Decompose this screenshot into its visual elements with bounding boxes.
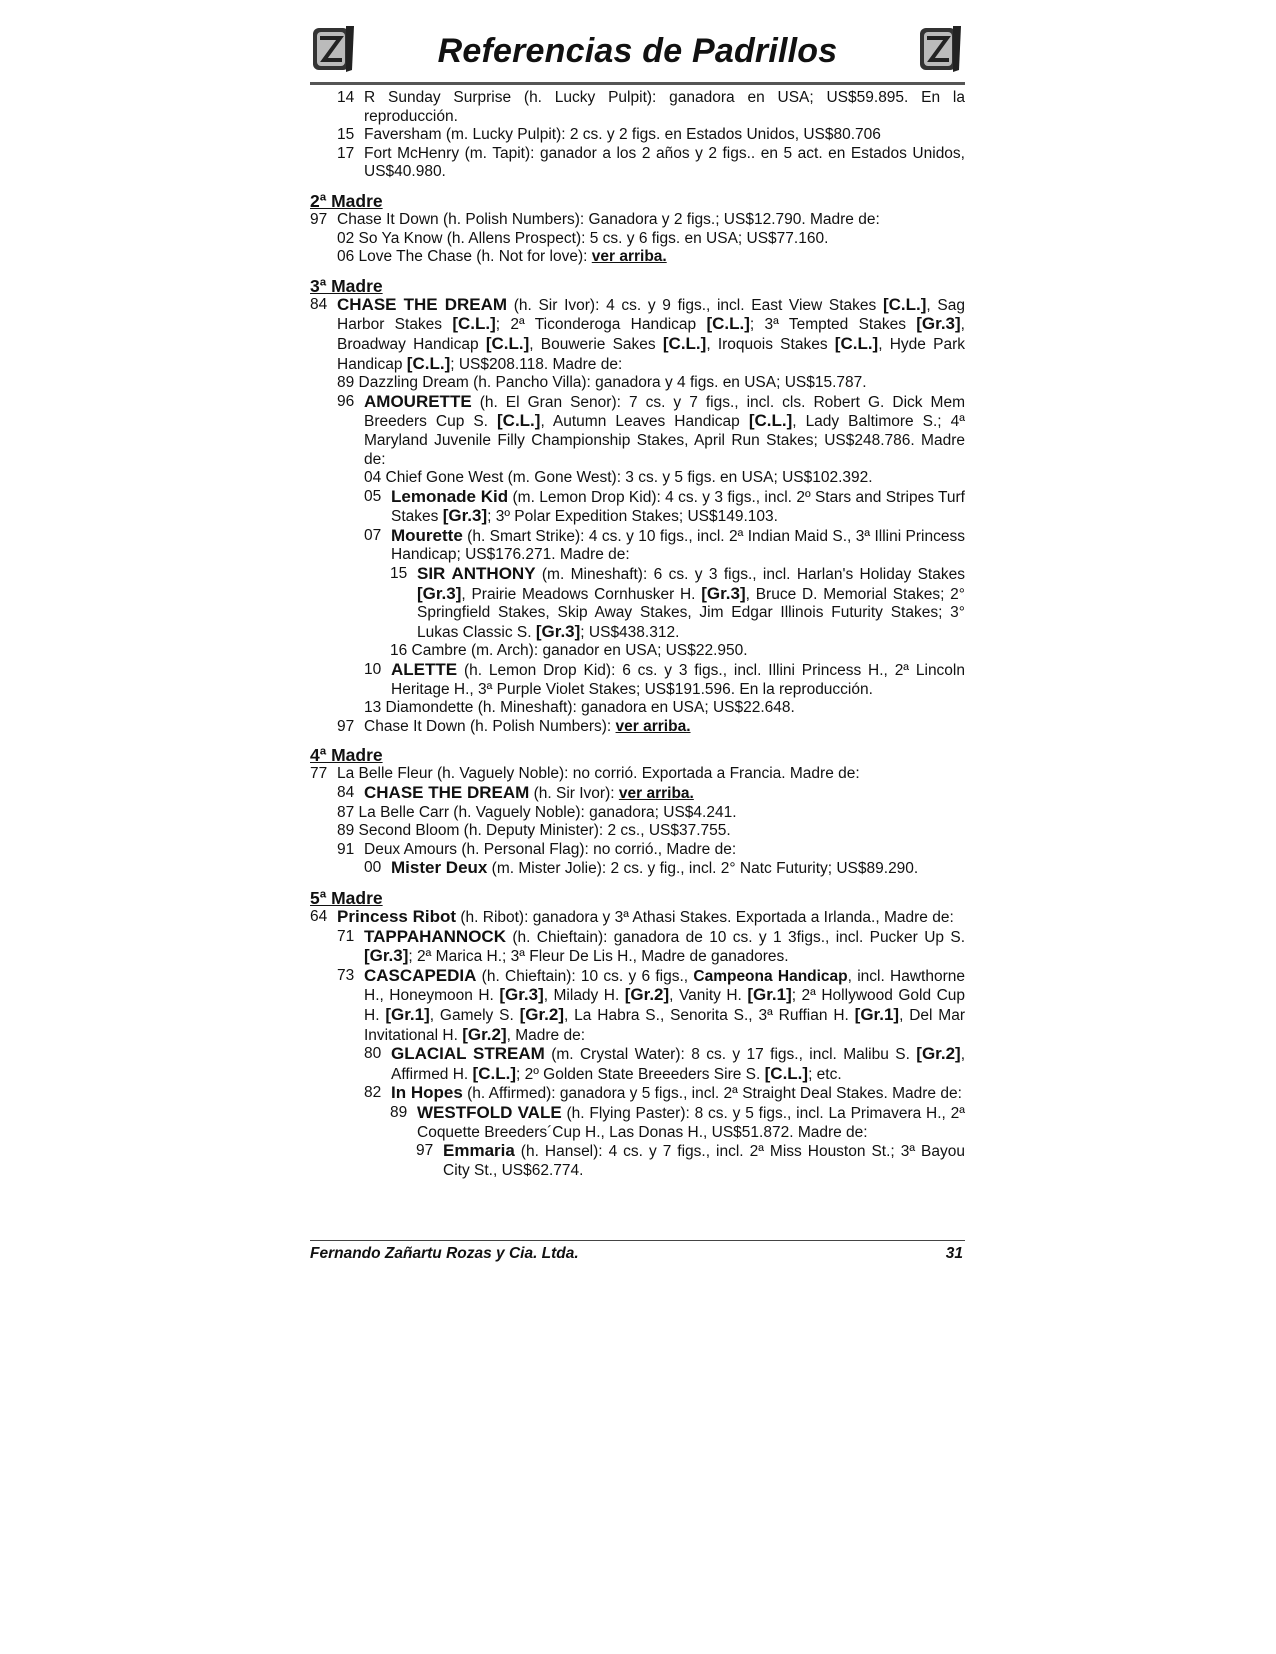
list-item: 73 CASCAPEDIA (h. Chieftain): 10 cs. y 6 figs., Campeona Handicap, incl. Hawthorne H., Honeymoon H. [Gr.3], Milady H. [Gr.2], Vanity H. [Gr.1]; 2ª Hollywood Gold Cup H. [Gr.1], Gamely S. [Gr.2], La Habra S., Senorita S., 3ª Ruffian H. [Gr.1], Del Mar Invitational H. [Gr.2], Madre de: [337,965,966,1044]
ver-arriba-reference: ver arriba. [615,717,691,735]
list-item: 05 Lemonade Kid (m. Lemon Drop Kid): 4 cs. y 3 figs., incl. 2º Stars and Stripes Turf Stakes [Gr.3]; 3º Polar Expedition Stakes; US$149.103. [364,486,965,526]
page-number: 31 [945,1245,963,1262]
list-item: 16 Cambre (m. Arch): ganador en USA; US$22.950. [390,642,748,660]
logo-right-icon [917,24,963,74]
footer-company: Fernando Zañartu Rozas y Cia. Ltda. [310,1245,579,1262]
document-page [310,20,965,1180]
page-header [310,20,965,85]
list-item: 14 R Sunday Surprise (h. Lucky Pulpit): ganadora en USA; US$59.895. En la reproducción. [337,89,965,125]
list-item: 89 Second Bloom (h. Deputy Minister): 2 cs., US$37.755. [337,822,731,840]
page-title: Referencias de Padrillos [437,32,838,70]
list-item: 15 SIR ANTHONY (m. Mineshaft): 6 cs. y 3 figs., incl. Harlan's Holiday Stakes [Gr.3], Prairie Meadows Cornhusker H. [Gr.3], Bruce D. Memorial Stakes; 2° Springfield Stakes, Skip Away Stakes, Jim Edgar Illinois Futurity Stakes; 3° Lukas Classic S. [Gr.3]; US$438.312. [390,564,965,641]
list-item: 71 TAPPAHANNOCK (h. Chieftain): ganadora de 10 cs. y 1 3figs., incl. Pucker Up S. [Gr.3]; 2ª Marica H.; 3ª Fleur De Lis H., Madre de ganadores. [337,926,965,966]
list-item: 97 Chase It Down (h. Polish Numbers): ver arriba. [337,717,691,735]
section-heading-5a-madre: 5ª Madre [310,887,383,908]
list-item: 97 Chase It Down (h. Polish Numbers): Ganadora y 2 figs.; US$12.790. Madre de: [310,210,880,228]
list-item: 64 Princess Ribot (h. Ribot): ganadora y 3ª Athasi Stakes. Exportada a Irlanda., Madre de: [310,906,954,926]
list-item: 84 CHASE THE DREAM (h. Sir Ivor): 4 cs. y 9 figs., incl. East View Stakes [C.L.], Sag Harbor Stakes [C.L.]; 2ª Ticonderoga Handicap [C.L.]; 3ª Tempted Stakes [Gr.3], Broadway Handicap [C.L.], Bouwerie Sakes [C.L.], Iroquois Stakes [C.L.], Hyde Park Handicap [C.L.]; US$208.118. Madre de: [310,294,965,373]
list-item: 77 La Belle Fleur (h. Vaguely Noble): no corrió. Exportada a Francia. Madre de: [310,765,860,783]
list-item: 89 WESTFOLD VALE (h. Flying Paster): 8 cs. y 5 figs., incl. La Primavera H., 2ª Coquette Breeders´Cup H., Las Donas H., US$51.872. Madre de: [390,1102,965,1141]
section-heading-4a-madre: 4ª Madre [310,745,383,766]
ver-arriba-reference: ver arriba. [618,785,694,802]
pedigree-content [310,85,965,1180]
list-item: 00 Mister Deux (m. Mister Jolie): 2 cs. y fig., incl. 2° Natc Futurity; US$89.290. [364,858,919,878]
list-item: 84 CHASE THE DREAM (h. Sir Ivor): ver arriba. [337,783,694,802]
section-heading-3a-madre: 3ª Madre [310,275,383,296]
page-footer [310,1240,965,1263]
list-item: 97 Emmaria (h. Hansel): 4 cs. y 7 figs., incl. 2ª Miss Houston St.; 3ª Bayou City St., US$62.774. [416,1141,965,1179]
list-item: 13 Diamondette (h. Mineshaft): ganadora en USA; US$22.648. [364,699,795,717]
list-item: 15 Faversham (m. Lucky Pulpit): 2 cs. y 2 figs. en Estados Unidos, US$80.706 [337,126,881,144]
list-item: 96 AMOURETTE (h. El Gran Senor): 7 cs. y 7 figs., incl. cls. Robert G. Dick Mem Breeders Cup S. [C.L.], Autumn Leaves Handicap [C.L.], Lady Baltimore S.; 4ª Maryland Juvenile Filly Championship Stakes, April Run Stakes; US$248.786. Madre de: [337,391,965,468]
list-item: 04 Chief Gone West (m. Gone West): 3 cs. y 5 figs. en USA; US$102.392. [364,469,873,487]
list-item: 87 La Belle Carr (h. Vaguely Noble): ganadora; US$4.241. [337,803,737,821]
list-item: 80 GLACIAL STREAM (m. Crystal Water): 8 cs. y 17 figs., incl. Malibu S. [Gr.2], Affirmed H. [C.L.]; 2º Golden State Breeeders Sire S. [C.L.]; etc. [364,1044,965,1083]
list-item: 17 Fort McHenry (m. Tapit): ganador a los 2 años y 2 figs.. en 5 act. en Estados Unidos, US$40.980. [337,144,965,181]
list-item: 82 In Hopes (h. Affirmed): ganadora y 5 figs., incl. 2ª Straight Deal Stakes. Madre de: [364,1083,962,1103]
list-item: 10 ALETTE (h. Lemon Drop Kid): 6 cs. y 3 figs., incl. Illini Princess H., 2ª Lincoln Heritage H., 3ª Purple Violet Stakes; US$191.596. En la reproducción. [364,660,965,698]
ver-arriba-reference: ver arriba. [591,248,667,266]
list-item: 91 Deux Amours (h. Personal Flag): no corrió., Madre de: [337,840,737,858]
section-heading-2a-madre: 2ª Madre [310,190,383,211]
list-item: 89 Dazzling Dream (h. Pancho Villa): ganadora y 4 figs. en USA; US$15.787. [337,374,867,392]
list-item: 06 Love The Chase (h. Not for love): ver arriba. [337,248,667,266]
list-item: 07 Mourette (h. Smart Strike): 4 cs. y 10 figs., incl. 2ª Indian Maid S., 3ª Illini Princess Handicap; US$176.271. Madre de: [364,525,965,564]
list-item: 02 So Ya Know (h. Allens Prospect): 5 cs. y 6 figs. en USA; US$77.160. [337,229,829,247]
